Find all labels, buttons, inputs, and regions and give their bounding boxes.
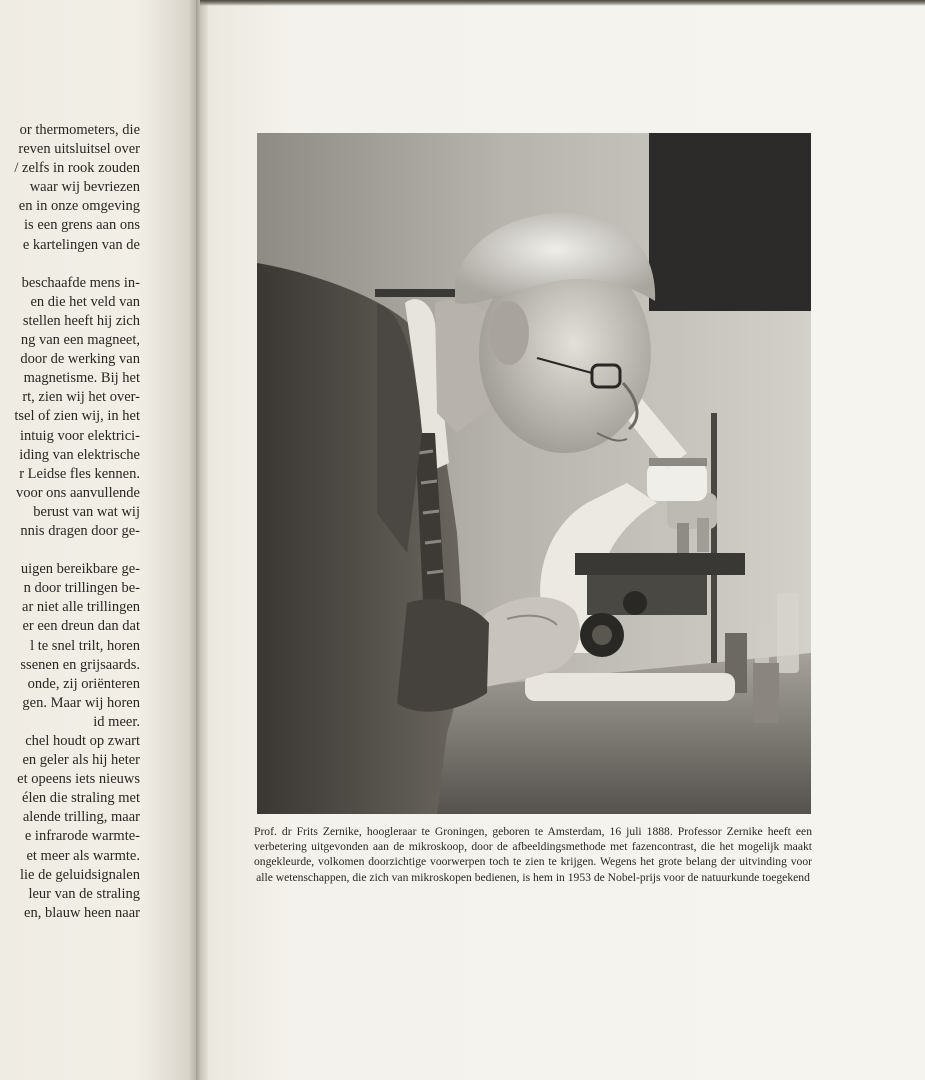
left-page-line bbox=[0, 236, 140, 255]
left-page-line-text: er een dreun dan dat bbox=[22, 618, 140, 635]
left-page-line-text: ar niet alle trillingen bbox=[22, 599, 140, 616]
left-page-line bbox=[0, 427, 140, 446]
left-page-line-text: en, blauw heen naar bbox=[24, 904, 140, 921]
left-page-line-text: e infrarode warmte- bbox=[24, 828, 140, 845]
left-page-line bbox=[0, 216, 140, 235]
left-page-line bbox=[0, 465, 140, 484]
left-page-line bbox=[0, 197, 140, 216]
left-page-line-text: gen. Maar wij horen bbox=[22, 694, 140, 711]
left-page-line-text: l te snel trilt, horen bbox=[30, 637, 140, 654]
left-page-line bbox=[0, 751, 140, 770]
left-page-line-text: tsel of zien wij, in het bbox=[14, 408, 140, 425]
left-page-line bbox=[0, 140, 140, 159]
left-page-line bbox=[0, 560, 140, 579]
portrait-photo bbox=[257, 133, 811, 814]
left-page-line bbox=[0, 350, 140, 369]
left-page-line-text: chel houdt op zwart bbox=[25, 733, 140, 749]
left-page-line-text: berust van wat wij bbox=[33, 503, 140, 520]
left-page-line bbox=[0, 331, 140, 350]
left-page-line-text: alende trilling, maar bbox=[22, 809, 140, 826]
left-page-line bbox=[0, 255, 140, 274]
left-page-line-text: rt, zien wij het over- bbox=[22, 389, 140, 406]
left-page-line bbox=[0, 503, 140, 522]
left-page-line bbox=[0, 484, 140, 503]
left-page-line-text: beschaafde mens in- bbox=[21, 274, 140, 291]
left-page-line-text: id meer. bbox=[93, 713, 140, 730]
left-page-line-text: leur van de straling bbox=[28, 885, 140, 902]
left-page-line-text: lie de geluidsignalen bbox=[20, 866, 140, 883]
left-page-line bbox=[0, 541, 140, 560]
left-page-line bbox=[0, 637, 140, 656]
left-page bbox=[0, 0, 196, 1080]
left-page-text bbox=[0, 121, 140, 923]
left-page-line bbox=[0, 656, 140, 675]
left-page-line-text: et meer als warmte. bbox=[26, 847, 140, 864]
left-page-line-text: r Leidse fles kennen. bbox=[19, 465, 140, 482]
left-page-line-text: en die het veld van bbox=[30, 293, 140, 310]
left-page-line bbox=[0, 388, 140, 407]
left-page-line bbox=[0, 713, 140, 732]
left-page-line bbox=[0, 847, 140, 866]
left-page-line-text: onde, zij oriënteren bbox=[27, 675, 140, 692]
left-page-line-text: e kartelingen van de bbox=[22, 236, 140, 253]
left-page-line-text: stellen heeft hij zich bbox=[22, 312, 140, 329]
left-page-line-text: magnetisme. Bij het bbox=[23, 370, 140, 387]
left-page-line-text: is een grens aan ons bbox=[24, 217, 140, 234]
left-page-line-text: en in onze omgeving bbox=[18, 198, 140, 215]
left-page-line-text: / zelfs in rook zouden bbox=[14, 160, 140, 177]
left-page-line bbox=[0, 121, 140, 140]
page-top-edge bbox=[200, 0, 925, 6]
photo-caption: Prof. dr Frits Zernike, hoogleraar te Groningen, geboren te Amsterdam, 16 juli 1888. Professor Zernike heeft een verbetering uitgevonden aan de mikroskoop, door de afbeeldingsmethode met fazencontrast, die het mogelijk maakt ongekleurde, volkomen doorzichtige voorwerpen toch te zien te krijgen. Wegens het grote belang der uitvinding voor alle wetenschappen, die zich van mikroskopen bedienen, is hem in 1953 de Nobel-prijs voor de natuurkunde toegekend bbox=[254, 825, 812, 884]
left-page-line-text: or thermometers, die bbox=[19, 122, 140, 138]
left-page-line bbox=[0, 274, 140, 293]
left-page-line bbox=[0, 789, 140, 808]
portrait-illustration bbox=[257, 133, 811, 814]
left-page-line-text: en geler als hij heter bbox=[22, 752, 140, 769]
left-page-line-text: voor ons aanvullende bbox=[15, 484, 140, 501]
left-page-line-text: n door trillingen be- bbox=[23, 580, 140, 597]
left-page-line bbox=[0, 446, 140, 465]
book-gutter bbox=[196, 0, 208, 1080]
left-page-line bbox=[0, 866, 140, 885]
left-page-line bbox=[0, 770, 140, 789]
left-page-line-text: reven uitsluitsel over bbox=[18, 141, 140, 158]
left-page-line bbox=[0, 407, 140, 426]
left-page-line bbox=[0, 178, 140, 197]
left-page-line bbox=[0, 579, 140, 598]
left-page-line-text: door de werking van bbox=[20, 351, 140, 368]
left-page-line bbox=[0, 312, 140, 331]
left-page-line bbox=[0, 159, 140, 178]
left-page-line-text: élen die straling met bbox=[22, 790, 140, 807]
left-page-line bbox=[0, 617, 140, 636]
left-page-line-text: ssenen en grijsaards. bbox=[20, 656, 140, 673]
left-page-line-text: et opeens iets nieuws bbox=[17, 771, 140, 788]
left-page-line-text: nnis dragen door ge- bbox=[20, 522, 140, 539]
left-page-line-text: ng van een magneet, bbox=[20, 332, 140, 349]
left-page-line bbox=[0, 904, 140, 923]
left-page-line bbox=[0, 694, 140, 713]
left-page-line-text: waar wij bevriezen bbox=[29, 179, 140, 196]
left-page-line bbox=[0, 885, 140, 904]
left-page-line bbox=[0, 369, 140, 388]
left-page-line-text: intuig voor elektrici- bbox=[20, 427, 140, 444]
left-page-line bbox=[0, 808, 140, 827]
left-page-line bbox=[0, 827, 140, 846]
left-page-line bbox=[0, 293, 140, 312]
left-page-line bbox=[0, 522, 140, 541]
left-page-line-text: uigen bereikbare ge- bbox=[20, 561, 140, 578]
left-page-line bbox=[0, 732, 140, 751]
left-page-line bbox=[0, 598, 140, 617]
left-page-line-text: iding van elektrische bbox=[19, 446, 140, 463]
left-page-line bbox=[0, 675, 140, 694]
